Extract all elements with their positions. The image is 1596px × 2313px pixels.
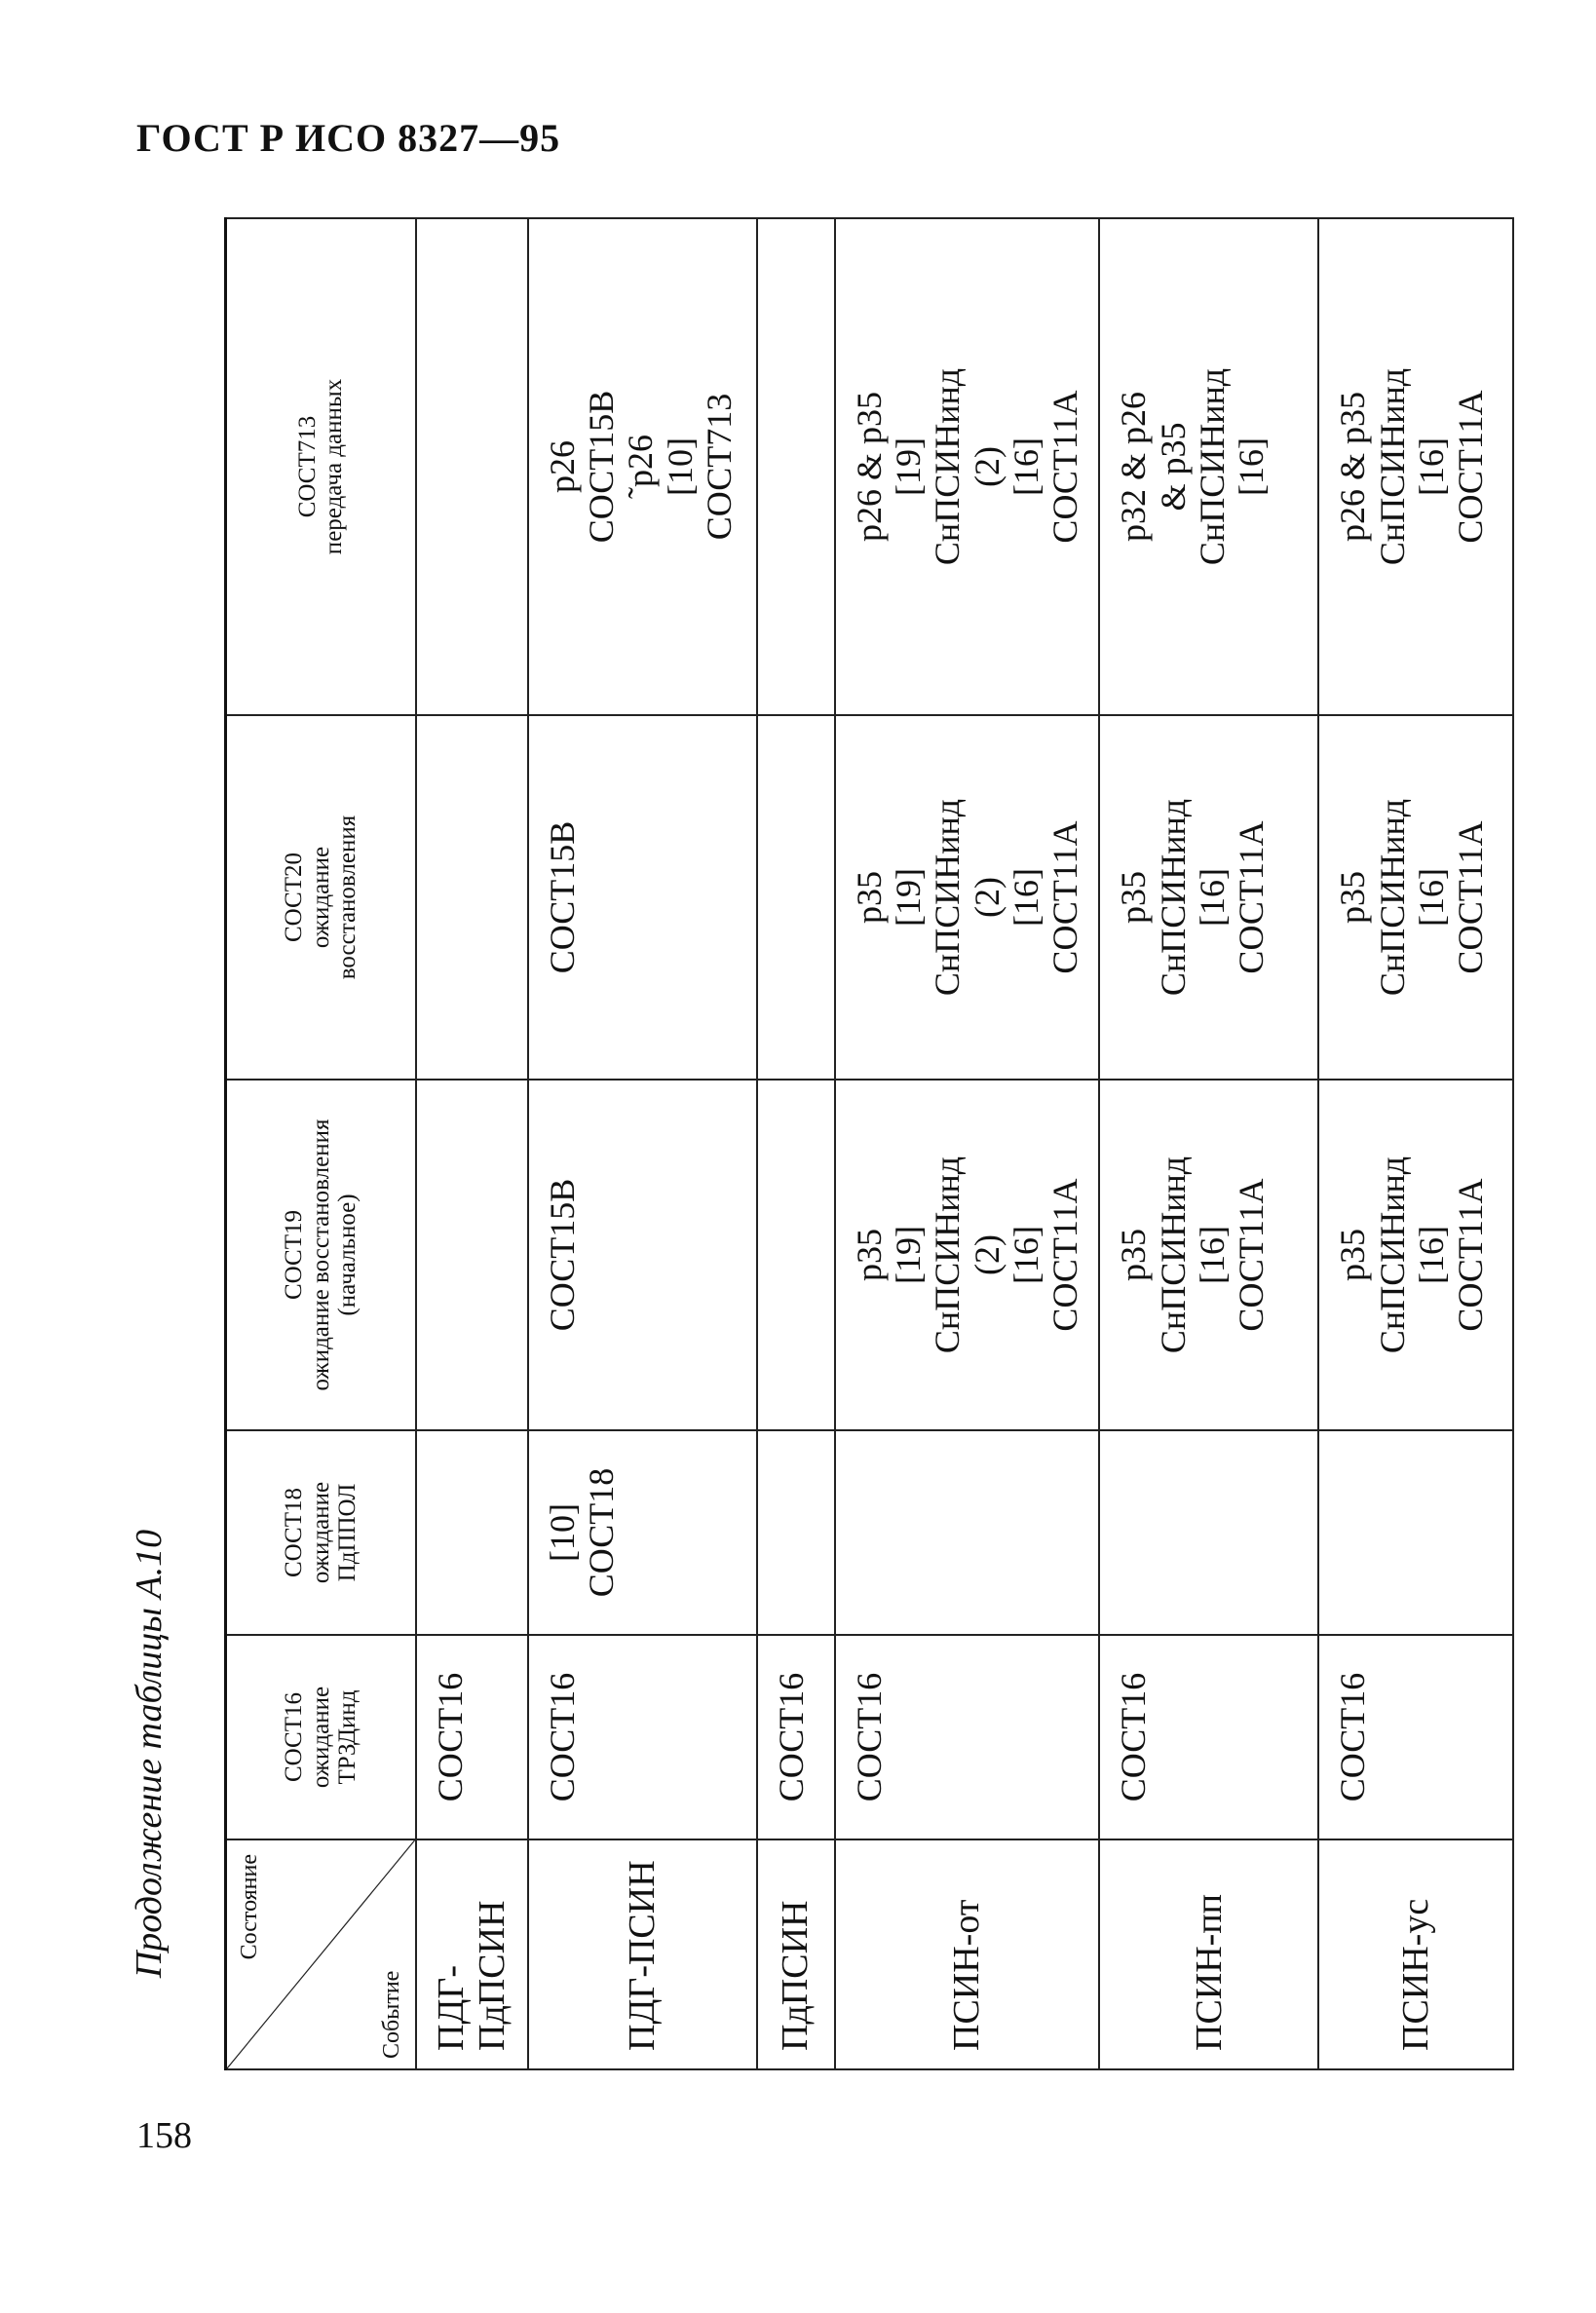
table-cell: СОСТ15В: [528, 1080, 757, 1430]
table-cell: СОСТ16: [757, 1635, 835, 1839]
table-row: [528, 218, 757, 2069]
table-cell: р35 СнПСИНинд [16] СОСТ11А: [1099, 1080, 1318, 1430]
table-cell: СОСТ16: [1099, 1635, 1318, 1839]
table-cell: [1099, 1430, 1318, 1635]
table-cell: СОСТ16: [416, 1635, 528, 1839]
column-header-sost16: СОСТ16 ожидание ТРЗДинд: [226, 1635, 416, 1839]
table-cell: р26 & р35 СнПСИНинд [16] СОСТ11А: [1318, 218, 1513, 715]
table-cell: [416, 218, 528, 715]
table-cell: [416, 1080, 528, 1430]
table-row: [835, 218, 1100, 2069]
table-cell: [10] СОСТ18: [528, 1430, 757, 1635]
table-cell: р35 [19] СнПСИНинд (2) [16] СОСТ11А: [835, 1080, 1100, 1430]
table-cell: [757, 218, 835, 715]
table-cell: СОСТ16: [528, 1635, 757, 1839]
column-header-sost19: СОСТ19 ожидание восстановления (начальное): [226, 1080, 416, 1430]
table-cell: р35 СнПСИНинд [16] СОСТ11А: [1318, 1080, 1513, 1430]
table-cell: р32 & р26 & р35 СнПСИНинд [16]: [1099, 218, 1318, 715]
state-transition-table: [224, 217, 1514, 2070]
event-cell: ПСИН-пп: [1099, 1839, 1318, 2069]
table-cell: [835, 1430, 1100, 1635]
table-cell: [757, 1080, 835, 1430]
event-cell: ПДГ-ПдПСИН: [416, 1839, 528, 2069]
table-row: [757, 218, 835, 2069]
state-table-container: [224, 219, 1491, 2070]
table-cell: [1318, 1430, 1513, 1635]
table-cell: р35 СнПСИНинд [16] СОСТ11А: [1099, 715, 1318, 1080]
event-cell: ПДГ-ПСИН: [528, 1839, 757, 2069]
event-cell: ПСИН-ус: [1318, 1839, 1513, 2069]
table-cell: р26 & р35 [19] СнПСИНинд (2) [16] СОСТ11А: [835, 218, 1100, 715]
table-row: [1099, 218, 1318, 2069]
state-table-rotated: [224, 219, 1491, 2070]
table-cell: р35 [19] СнПСИНинд (2) [16] СОСТ11А: [835, 715, 1100, 1080]
table-cell: СОСТ16: [835, 1635, 1100, 1839]
corner-event-label: Событие: [379, 1970, 405, 2059]
document-header: ГОСТ Р ИСО 8327—95: [136, 116, 561, 160]
table-row: [416, 218, 528, 2069]
header-row: [226, 218, 416, 2069]
event-cell: ПСИН-от: [835, 1839, 1100, 2069]
table-cell: [757, 715, 835, 1080]
table-cell: [757, 1430, 835, 1635]
table-cell: [416, 1430, 528, 1635]
table-caption-container: [115, 1461, 183, 2046]
corner-cell: [226, 1839, 416, 2069]
corner-state-label: Состояние: [237, 1854, 262, 1960]
table-cell: СОСТ15В: [528, 715, 757, 1080]
table-cell: [416, 715, 528, 1080]
page-number: 158: [136, 2115, 192, 2156]
table-caption: Продолжение таблицы А.10: [129, 1529, 170, 1979]
table-row: [1318, 218, 1513, 2069]
column-header-sost20: СОСТ20 ожидание восстановления: [226, 715, 416, 1080]
column-header-sost713: СОСТ713 передача данных: [226, 218, 416, 715]
column-header-sost18: СОСТ18 ожидание ПдППОЛ: [226, 1430, 416, 1635]
table-cell: р35 СнПСИНинд [16] СОСТ11А: [1318, 715, 1513, 1080]
event-cell: ПдПСИН: [757, 1839, 835, 2069]
table-cell: СОСТ16: [1318, 1635, 1513, 1839]
table-cell: р26 СОСТ15В ˜р26 [10] СОСТ713: [528, 218, 757, 715]
